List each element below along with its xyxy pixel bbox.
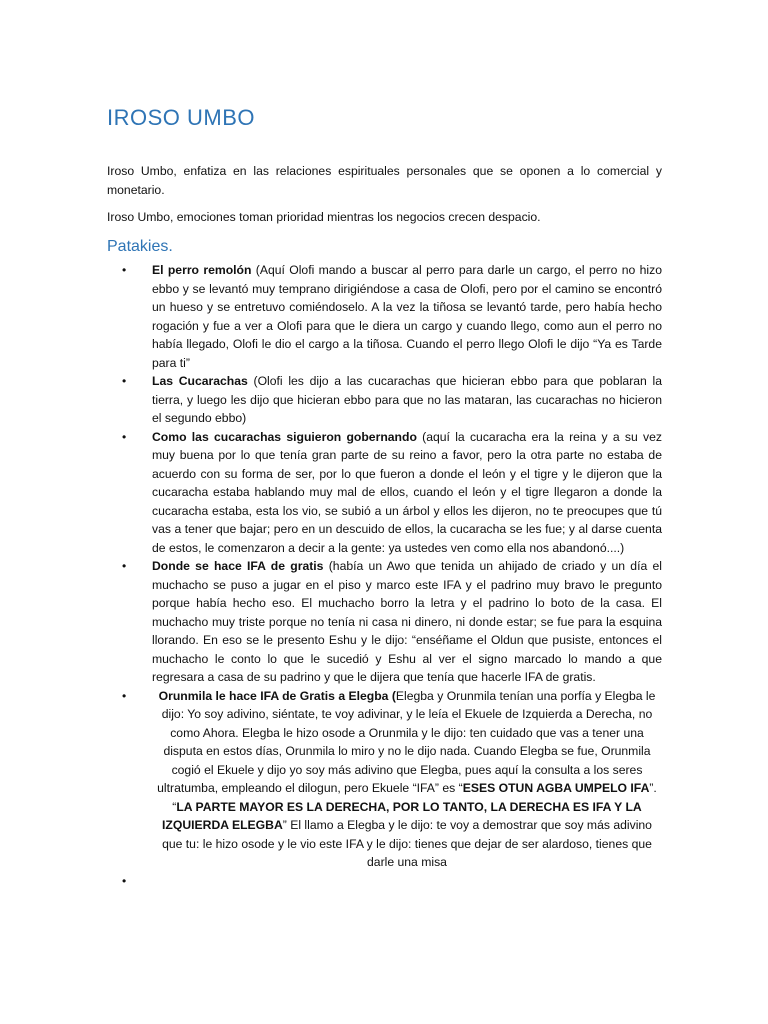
bullet-icon: •	[122, 429, 127, 444]
list-item	[118, 557, 662, 687]
list-item-body: ”. “	[172, 781, 657, 814]
bullet-icon: •	[122, 374, 127, 388]
section-subtitle: Patakies.	[107, 238, 173, 255]
list-item	[118, 687, 662, 872]
list-item-text	[152, 261, 662, 372]
list-item-emphasis: ESES OTUN AGBA UMPELO IFA	[462, 781, 650, 795]
paragraph-emotions: Iroso Umbo, emociones toman prioridad mientras los negocios crecen despacio.	[107, 210, 541, 224]
list-item-body: (había un Awo que tenida un ahijado de criado y un día el muchacho se puso a jugar en el piso y marco este IFA y el padrino muy bravo le pregunto porque había hecho eso. El muchacho borro la letra y el padrino lo boto de la casa. El muchacho muy triste porque no tenía ni casa ni dinero, ni donde estar; se fue para la esquina llorando. En eso se le presento Eshu y le dijo: “enséñame el Oldun que pusiste, entonces el muchacho le conto lo que le sucedió y Eshu al ver el signo marcado lo mando a que regresara a casa de su padrino y que le dijera que tenía que hacerle IFA de gratis.	[152, 559, 662, 684]
list-item-text	[152, 687, 662, 872]
list-item-body: Elegba y Orunmila tenían una porfía y Elegba le dijo: Yo soy adivino, siéntate, te voy adivinar, y le leía el Ekuele de Izquierda a Derecha, no como Ahora. Elegba le hizo osode a Orunmila y le dijo: ten cuidado que vas a tener una disputa en estos días, Orunmila lo miro y no le dijo nada. Cuando Elegba se fue, Orunmila cogió el Ekuele y dijo yo soy más adivino que Elegba, pues aquí la consulta a los seres ultratumba, empleando el dilogun, pero Ekuele “IFA” es “	[157, 688, 656, 795]
paragraph-intro: Iroso Umbo, enfatiza en las relaciones espirituales personales que se oponen a lo comercial y monetario.	[107, 164, 662, 197]
list-item-body: (Olofi les dijo a las cucarachas que hicieran ebbo para que poblaran la tierra, y luego les dijo que hicieran ebbo para que no las mataran, las cucarachas no hicieron el segundo ebbo)	[152, 374, 662, 425]
list-item-title: Como las cucarachas siguieron gobernando	[152, 429, 417, 444]
list-item-text	[152, 372, 662, 428]
list-item-body: ” El llamo a Elegba y le dijo: te voy a demostrar que soy más adivino que tu: le hizo osode y le vio este IFA y le dijo: tienes que dejar de ser alardoso, tienes que darle una misa	[162, 818, 652, 869]
list-item-body: (Aquí Olofi mando a buscar al perro para darle un cargo, el perro no hizo ebbo y se levantó muy temprano dirigiéndose a casa de Olofi, pero por el camino se encontró un hueso y se entretuvo comiéndoselo. A la vez la tiñosa se levantó tarde, pero había hecho rogación y fue a ver a Olofi para que le diera un cargo y cuando llego, como aun el perro no había llegado, Olofi le dio el cargo a la tiñosa. Cuando el perro llego Olofi le dijo “Ya es Tarde para ti”	[152, 263, 662, 370]
list-item-title: Las Cucarachas	[152, 374, 248, 388]
list-item	[118, 428, 662, 558]
bullet-icon: •	[122, 688, 127, 703]
list-item-body: (aquí la cucaracha era la reina y a su vez muy buena por lo que tenía gran parte de su reino a favor, pero la otra parte no estaba de acuerdo con su forma de ser, por lo que fueron a donde el león y el tigre y le dijeron que la cucaracha estaba hablando muy mal de ellos, cuando el león y el tigre llegaron a donde la cucaracha estaba, esta los vio, se subió a un árbol y ellos les dijeron, no te preocupes que tú vas a tener que bajar; pero en un descuido de ellos, la cucaracha se les fue; y al darse cuenta de estos, le comenzaron a decir a la gente: ya ustedes ven como ella nos abandonó....)	[152, 429, 662, 555]
list-item	[118, 261, 662, 372]
document-title: IROSO UMBO	[107, 105, 256, 130]
list-item-emphasis: LA PARTE MAYOR ES LA DERECHA, POR LO TANTO, LA DERECHA ES IFA Y LA IZQUIERDA ELEGBA	[162, 799, 642, 832]
list-item	[118, 372, 662, 428]
bullet-icon: •	[122, 873, 127, 888]
patakies-list	[118, 261, 662, 892]
bullet-icon: •	[122, 263, 127, 277]
list-item-text	[152, 428, 662, 558]
list-item-title: El perro remolón	[152, 263, 252, 277]
list-item-title: Orunmila le hace IFA de Gratis a Elegba (	[158, 688, 396, 703]
bullet-icon: •	[122, 559, 127, 573]
list-item-text	[152, 557, 662, 687]
list-item-title: Donde se hace IFA de gratis	[152, 559, 324, 573]
list-item-empty	[118, 872, 662, 892]
